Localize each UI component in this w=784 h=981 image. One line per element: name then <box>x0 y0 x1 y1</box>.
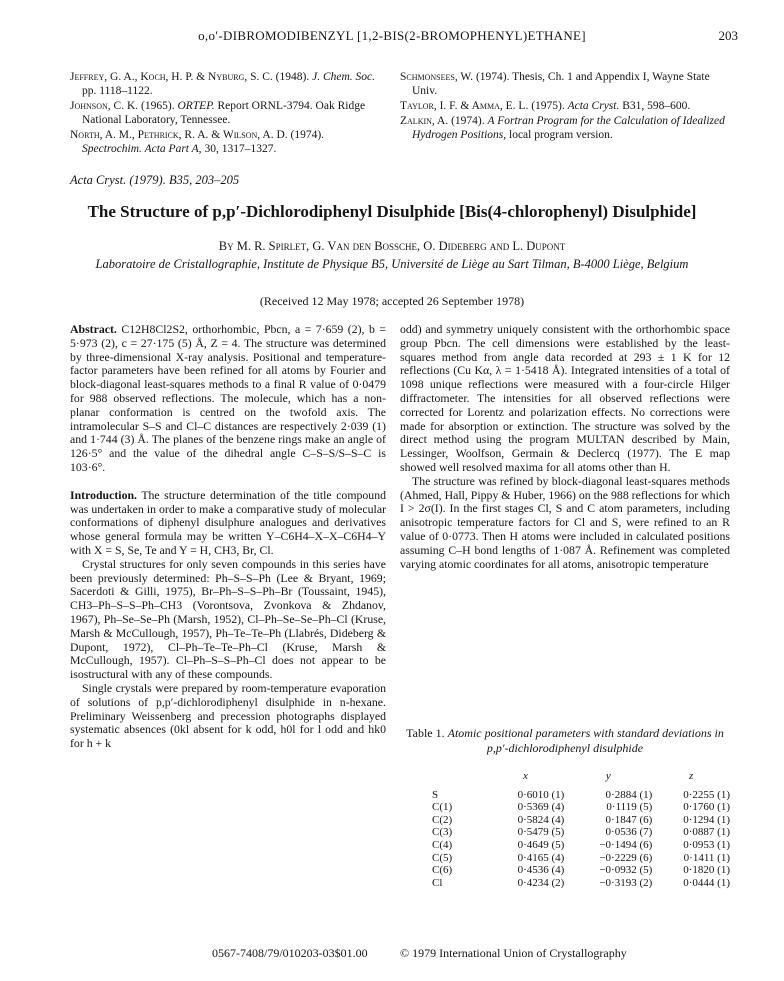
reference-item: Johnson, C. K. (1965). ORTEP. Report ORNL-3794. Oak Ridge National Laboratory, Tennessee. <box>70 100 366 126</box>
table-row: C(1) 0·5369 (4) 0·1119 (5) 0·1760 (1) <box>432 801 730 814</box>
reference-item: Zalkin, A. (1974). A Fortran Program for the Calculation of Idealized Hydrogen Positions, local program version. <box>400 115 725 141</box>
article-code: 0567-7408/79/010203-03$01.00 <box>212 946 368 960</box>
page-number: 203 <box>718 28 738 43</box>
reference-item: Schmonsees, W. (1974). Thesis, Ch. 1 and Appendix I, Wayne State Univ. <box>400 71 710 97</box>
reference-item: Jeffrey, G. A., Koch, H. P. & Nyburg, S. C. (1948). J. Chem. Soc. pp. 1118–1122. <box>70 71 376 97</box>
table-caption: Table 1. Atomic positional parameters with standard deviations in p,p′-dichlorodiphenyl disulphide <box>406 726 724 755</box>
body-column-left <box>70 323 386 751</box>
abstract: Abstract. C12H8Cl2S2, orthorhombic, Pbcn, a = 7·659 (2), b = 5·973 (2), c = 27·175 (5) Å, Z = 4. The structure was determined by three-dimensional X-ray analysis. Positional and temperature-factor parameters have been refined for all atoms by Fourier and block-diagonal least-squares methods to a final R value of 0·0479 for 988 observed reflections. The molecule, which has a non-planar conformation is centred on the twofold axis. The intramolecular S–S and Cl–C distances are respectively 2·039 (1) and 1·744 (3) Å. The planes of the benzene rings make an angle of 126·5° and the value of the dihedral angle C–S–S/S–S–C is 103·6°. <box>70 322 386 474</box>
table-row: C(3) 0·5479 (5) 0·0536 (7) 0·0887 (1) <box>432 826 730 839</box>
reference-item: Taylor, I. F. & Amma, E. L. (1975). Acta Cryst. B31, 598–600. <box>400 100 691 112</box>
table-header <box>400 770 487 789</box>
references-right <box>400 70 730 143</box>
author-affiliation: Laboratoire de Cristallographie, Institute de Physique B5, Université de Liège au Sart Tilman, B-4000 Liège, Belgium <box>95 257 689 271</box>
introduction: Introduction. The structure determination of the title compound was undertaken in order to make a comparative study of molecular conformations of diphenyl disulphure analogues and derivatives whose general formula may be written Y–C6H4–X–X–C6H4–Y with X = S, Se, Te and Y = H, CH3, Br, Cl. <box>70 487 386 557</box>
table-header-row <box>400 770 730 789</box>
table-row: C(5) 0·4165 (4) −0·2229 (6) 0·1411 (1) <box>432 851 730 864</box>
article-authors: By M. R. Spirlet, G. Van den Bossche, O. Dideberg and L. Dupont <box>218 239 566 253</box>
body-paragraph: Single crystals were prepared by room-temperature evaporation of solutions of p,p′-dichlorodiphenyl disulphide in n-hexane. Preliminary Weissenberg and precession photographs displayed systematic absences (0kl absent for k odd, h0l for l odd and hk0 for h + k <box>70 680 386 751</box>
journal-citation: Acta Cryst. (1979). B35, 203–205 <box>70 173 240 187</box>
table-row: Cl 0·4234 (2) −0·3193 (2) 0·0444 (1) <box>432 876 730 889</box>
table-row: S 0·6010 (1) 0·2884 (1) 0·2255 (1) <box>432 788 730 801</box>
body-paragraph: The structure was refined by block-diagonal least-squares methods (Ahmed, Hall, Pippy & Huber, 1966) on the 988 reflections for which I > 2σ(I). In the first stages Cl, S and C atom parameters, including anisotropic temperature factors for Cl and S, were refined to an R value of 0·0773. Then H atoms were included in calculated positions assuming C–H bond lengths of 1·087 Å. Refinement was completed varying atomic coordinates for all atoms, anisotropic temperature <box>400 473 730 571</box>
table-header: x <box>523 770 528 782</box>
table-header: z <box>689 770 694 782</box>
body-paragraph: Crystal structures for only seven compounds in this series have been previously determined: Ph–S–S–Ph (Lee & Bryant, 1969; Sacerdoti & Gilli, 1975), Br–Ph–S–S–Ph–Br (Toussaint, 1945), CH3–Ph–S–S–Ph–CH3 (Vorontsova, Zvonkova & Zhdanov, 1967), Ph–Se–Se–Ph (Marsh, 1952), Cl–Ph–Se–Se–Ph–Cl (Kruse, Marsh & McCullough, 1957), Ph–Te–Te–Ph (Llabrés, Dideberg & Dupont, 1972), Cl–Ph–Te–Te–Ph–Cl (Kruse, Marsh & McCullough, 1957). Cl–Ph–S–S–Ph–Cl does not appear to be isostructural with any of these compounds. <box>70 556 386 682</box>
table-row: C(6) 0·4536 (4) −0·0932 (5) 0·1820 (1) <box>432 864 730 877</box>
running-title: o,o′-DIBROMODIBENZYL [1,2-BIS(2-BROMOPHENYL)ETHANE] <box>198 28 586 43</box>
table-header: y <box>605 770 611 782</box>
received-date: (Received 12 May 1978; accepted 26 September 1978) <box>259 294 525 308</box>
copyright-notice: © 1979 International Union of Crystallography <box>400 946 627 960</box>
references-left <box>70 70 386 157</box>
body-column-right <box>400 323 730 571</box>
atomic-parameters-table <box>400 770 730 889</box>
body-paragraph: odd) and symmetry uniquely consistent with the orthorhombic space group Pbcn. The cell dimensions were established by the least-squares method from angle data recorded at 293 ± 1 K for 12 reflections (Cu Kα, λ = 1·5418 Å). Integrated intensities of a total of 1098 unique reflections were measured with a four-circle Hilger diffractometer. The intensities for all observed reflections were corrected for Lorentz and polarization effects. No corrections were made for absorption or extinction. The structure was solved by the direct method using the program MULTAN described by Main, Lessinger, Woolfson, Germain & Declercq (1977). The E map showed well resolved maxima for all atoms other than H. <box>400 322 730 474</box>
table-row: C(4) 0·4649 (5) −0·1494 (6) 0·0953 (1) <box>432 838 730 851</box>
table-row: C(2) 0·5824 (4) 0·1847 (6) 0·1294 (1) <box>432 813 730 826</box>
article-title: The Structure of p,p′-Dichlorodiphenyl Disulphide [Bis(4-chlorophenyl) Disulphide] <box>87 202 697 221</box>
running-header <box>0 28 784 50</box>
reference-item: North, A. M., Pethrick, R. A. & Wilson, A. D. (1974). Spectrochim. Acta Part A, 30, 1317–1327. <box>70 129 325 155</box>
